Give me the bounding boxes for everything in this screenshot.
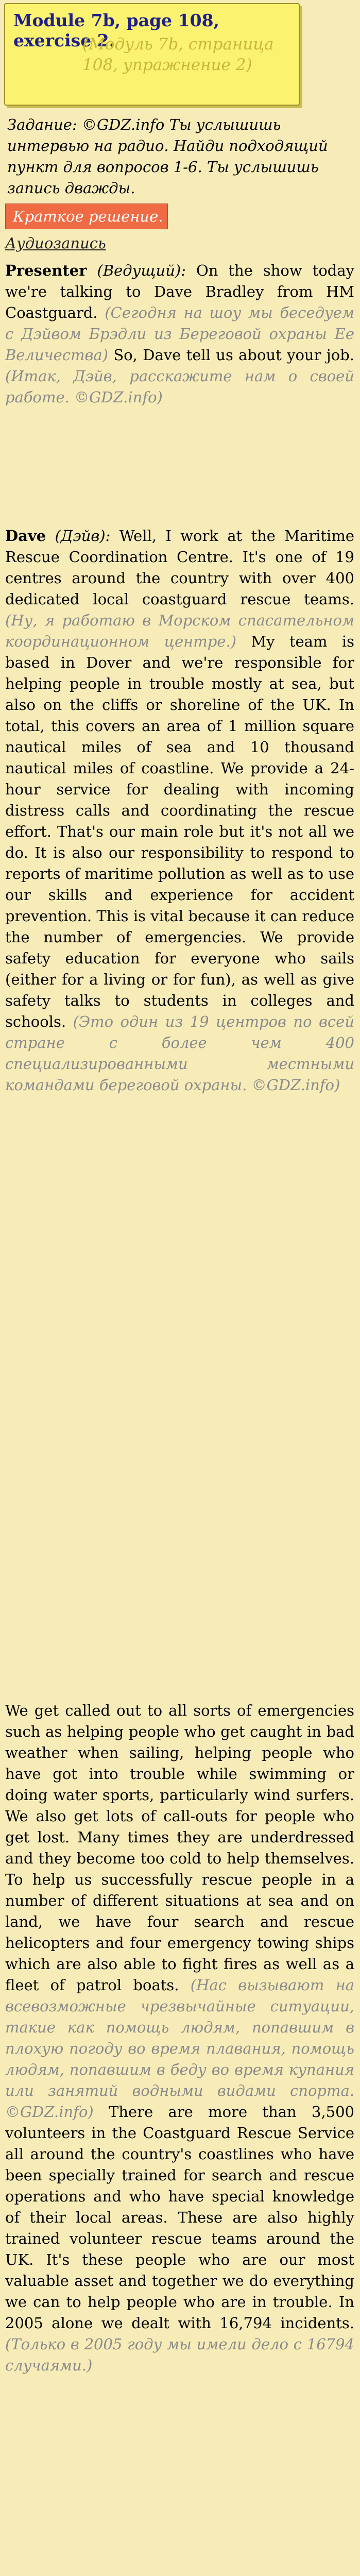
speaker-role: (Дэйв): xyxy=(55,527,111,545)
dave-paragraph xyxy=(5,526,354,1096)
russian-translation: (Ну, я работаю в Морском спасательном координационном центре.) xyxy=(5,612,354,650)
russian-translation: (Только в 2005 году мы имели дело с 16794 случаями.) xyxy=(5,2335,354,2374)
speaker-name: Presenter xyxy=(5,262,87,279)
speaker-role: (Ведущий): xyxy=(97,262,186,279)
task-description: Задание: ©GDZ.info Ты услышишь интервью на радио. Найди подходящий пункт для вопросов 1-6. Ты услышишь запись дважды. xyxy=(7,116,328,197)
english-text: So, Dave tell us about your job. xyxy=(113,346,354,364)
russian-translation: (Сегодня на шоу мы беседуем с Дэйвом Брэдли из Береговой охраны Ее Величества) xyxy=(5,304,354,364)
russian-translation: (Это один из 19 центров по всей стране с более чем 400 специализированными местными командами береговой охраны. ©GDZ.info) xyxy=(5,1013,354,1094)
module-header xyxy=(4,3,300,106)
speaker-name: Dave xyxy=(5,527,46,545)
audio-label: Аудиозапись xyxy=(5,234,106,252)
english-text: On the show today we're talking to Dave Bradley from HM Coastguard. xyxy=(5,262,355,321)
russian-translation: (Нас вызывают на всевозможные чрезвычайные ситуации, такие как помощь людям, попавшим в плохую погоду во время плавания, помощь людям, попавшим в беду во время купания или занятий водными видами спорта. ©GDZ.info) xyxy=(5,1976,355,2121)
english-text: We get called out to all sorts of emergencies such as helping people who get caught in bad weather when sailing, helping people who have got into trouble while swimming or doing water sports, particularly wind surfers. We also get lots of call-outs for people who get lost. Many times they are underdressed and they become too cold to help themselves. To help us successfully rescue people in a number of different situations at sea and on land, we have four search and rescue helicopters and four emergency towing ships which are also able to fight fires as well as a fleet of patrol boats. xyxy=(5,1702,354,1994)
presenter-intro-paragraph xyxy=(5,260,354,408)
english-text: There are more than 3,500 volunteers in the Coastguard Rescue Service all around the country's coastlines who have been specially trained for search and rescue operations and who have special knowledge of their local areas. These are also highly trained volunteer rescue teams around the UK. It's these people who are our most valuable asset and together we do everything we can to help people who are in trouble. In 2005 alone we dealt with 16,794 incidents. xyxy=(5,2103,355,2332)
module-subtitle: (Модуль 7b, страница 108, упражнение 2) xyxy=(82,35,274,74)
module-title: Module 7b, page 108, exercise 2. xyxy=(13,10,220,50)
solution-label: Краткое решение. xyxy=(5,204,168,229)
english-text: Well, I work at the Maritime Rescue Coordination Centre. It's one of 19 centres around the country with over 400 dedicated local coastguard rescue teams. xyxy=(5,527,354,608)
emergencies-paragraph xyxy=(5,1700,354,2376)
english-text: My team is based in Dover and we're responsible for helping people in trouble mostly at sea, but also on the cliffs or shoreline of the UK. In total, this covers an area of 1 million square nautical miles of sea and 10 thousand nautical miles of coastline. We provide a 24-hour service for dealing with incoming distress calls and coordinating the rescue effort. That's our main role but it's not all we do. It is also our responsibility to respond to reports of maritime pollution as well as to use our skills and experience for accident prevention. This is vital because it can reduce the number of emergencies. We provide safety education for everyone who sails (either for a living or for fun), as well as give safety talks to students in colleges and schools. xyxy=(5,633,354,1030)
russian-translation: (Итак, Дэйв, расскажите нам о своей работе. ©GDZ.info) xyxy=(5,367,354,406)
